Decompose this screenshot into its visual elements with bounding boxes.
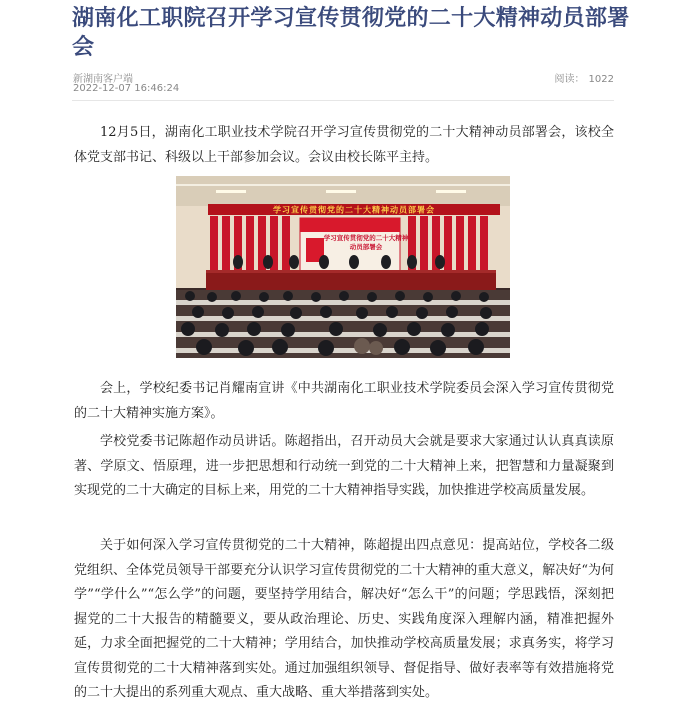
views-count: 1022 (588, 74, 614, 85)
views-label: 阅读： (554, 74, 585, 85)
article-title: 湖南化工职院召开学习宣传贯彻党的二十大精神动员部署会 (72, 5, 630, 60)
photo-screen-line1: 学习宣传贯彻党的二十大精神 (323, 234, 409, 242)
meeting-photo (176, 176, 510, 358)
paragraph-4: 关于如何深入学习宣传贯彻党的二十大精神，陈超提出四点意见：提高站位，学校各二级党组织、全体党员领导干部要充分认识学习宣传贯彻党的二十大精神的重大意义，解决好“为何学”“学什么”“怎么学”的问题，要坚持学用结合，解决好“怎么干”的问题；学思践悟，深刻把握党的二十大报告的精髓要义，要从政治理论、历史、实践角度深入理解内涵，精准把握外延，力求全面把握党的二十大精神；学用结合，加快推动学校高质量发展；求真务实，将学习宣传贯彻党的二十大精神落到实处。通过加强组织领导、督促指导、做好表率等有效措施将党的二十大提出的系列重大观点、重大战略、重大举措落到实处。 (74, 538, 614, 700)
article-source: 新湖南客户端 (73, 74, 133, 85)
article-date: 2022-12-07 16:46:24 (73, 83, 180, 94)
photo-banner-text: 学习宣传贯彻党的二十大精神动员部署会 (273, 205, 435, 215)
paragraph-1: 12月5日，湖南化工职业技术学院召开学习宣传贯彻党的二十大精神动员部署会，该校全体党支部书记、科级以上干部参加会议。会议由校长陈平主持。 (74, 125, 614, 165)
paragraph-2: 会上，学校纪委书记肖耀南宣讲《中共湖南化工职业技术学院委员会深入学习宣传贯彻党的二十大精神实施方案》。 (74, 381, 614, 421)
article-views (555, 70, 614, 85)
header-divider (72, 100, 614, 101)
photo-screen-line2: 动员部署会 (349, 243, 383, 251)
paragraph-3: 学校党委书记陈超作动员讲话。陈超指出，召开动员大会就是要求大家通过认认真真读原著、学原文、悟原理，进一步把思想和行动统一到党的二十大精神上来，把智慧和力量凝聚到实现党的二十大确定的目标上来，用党的二十大精神指导实践，加快推进学校高质量发展。 (74, 434, 614, 498)
